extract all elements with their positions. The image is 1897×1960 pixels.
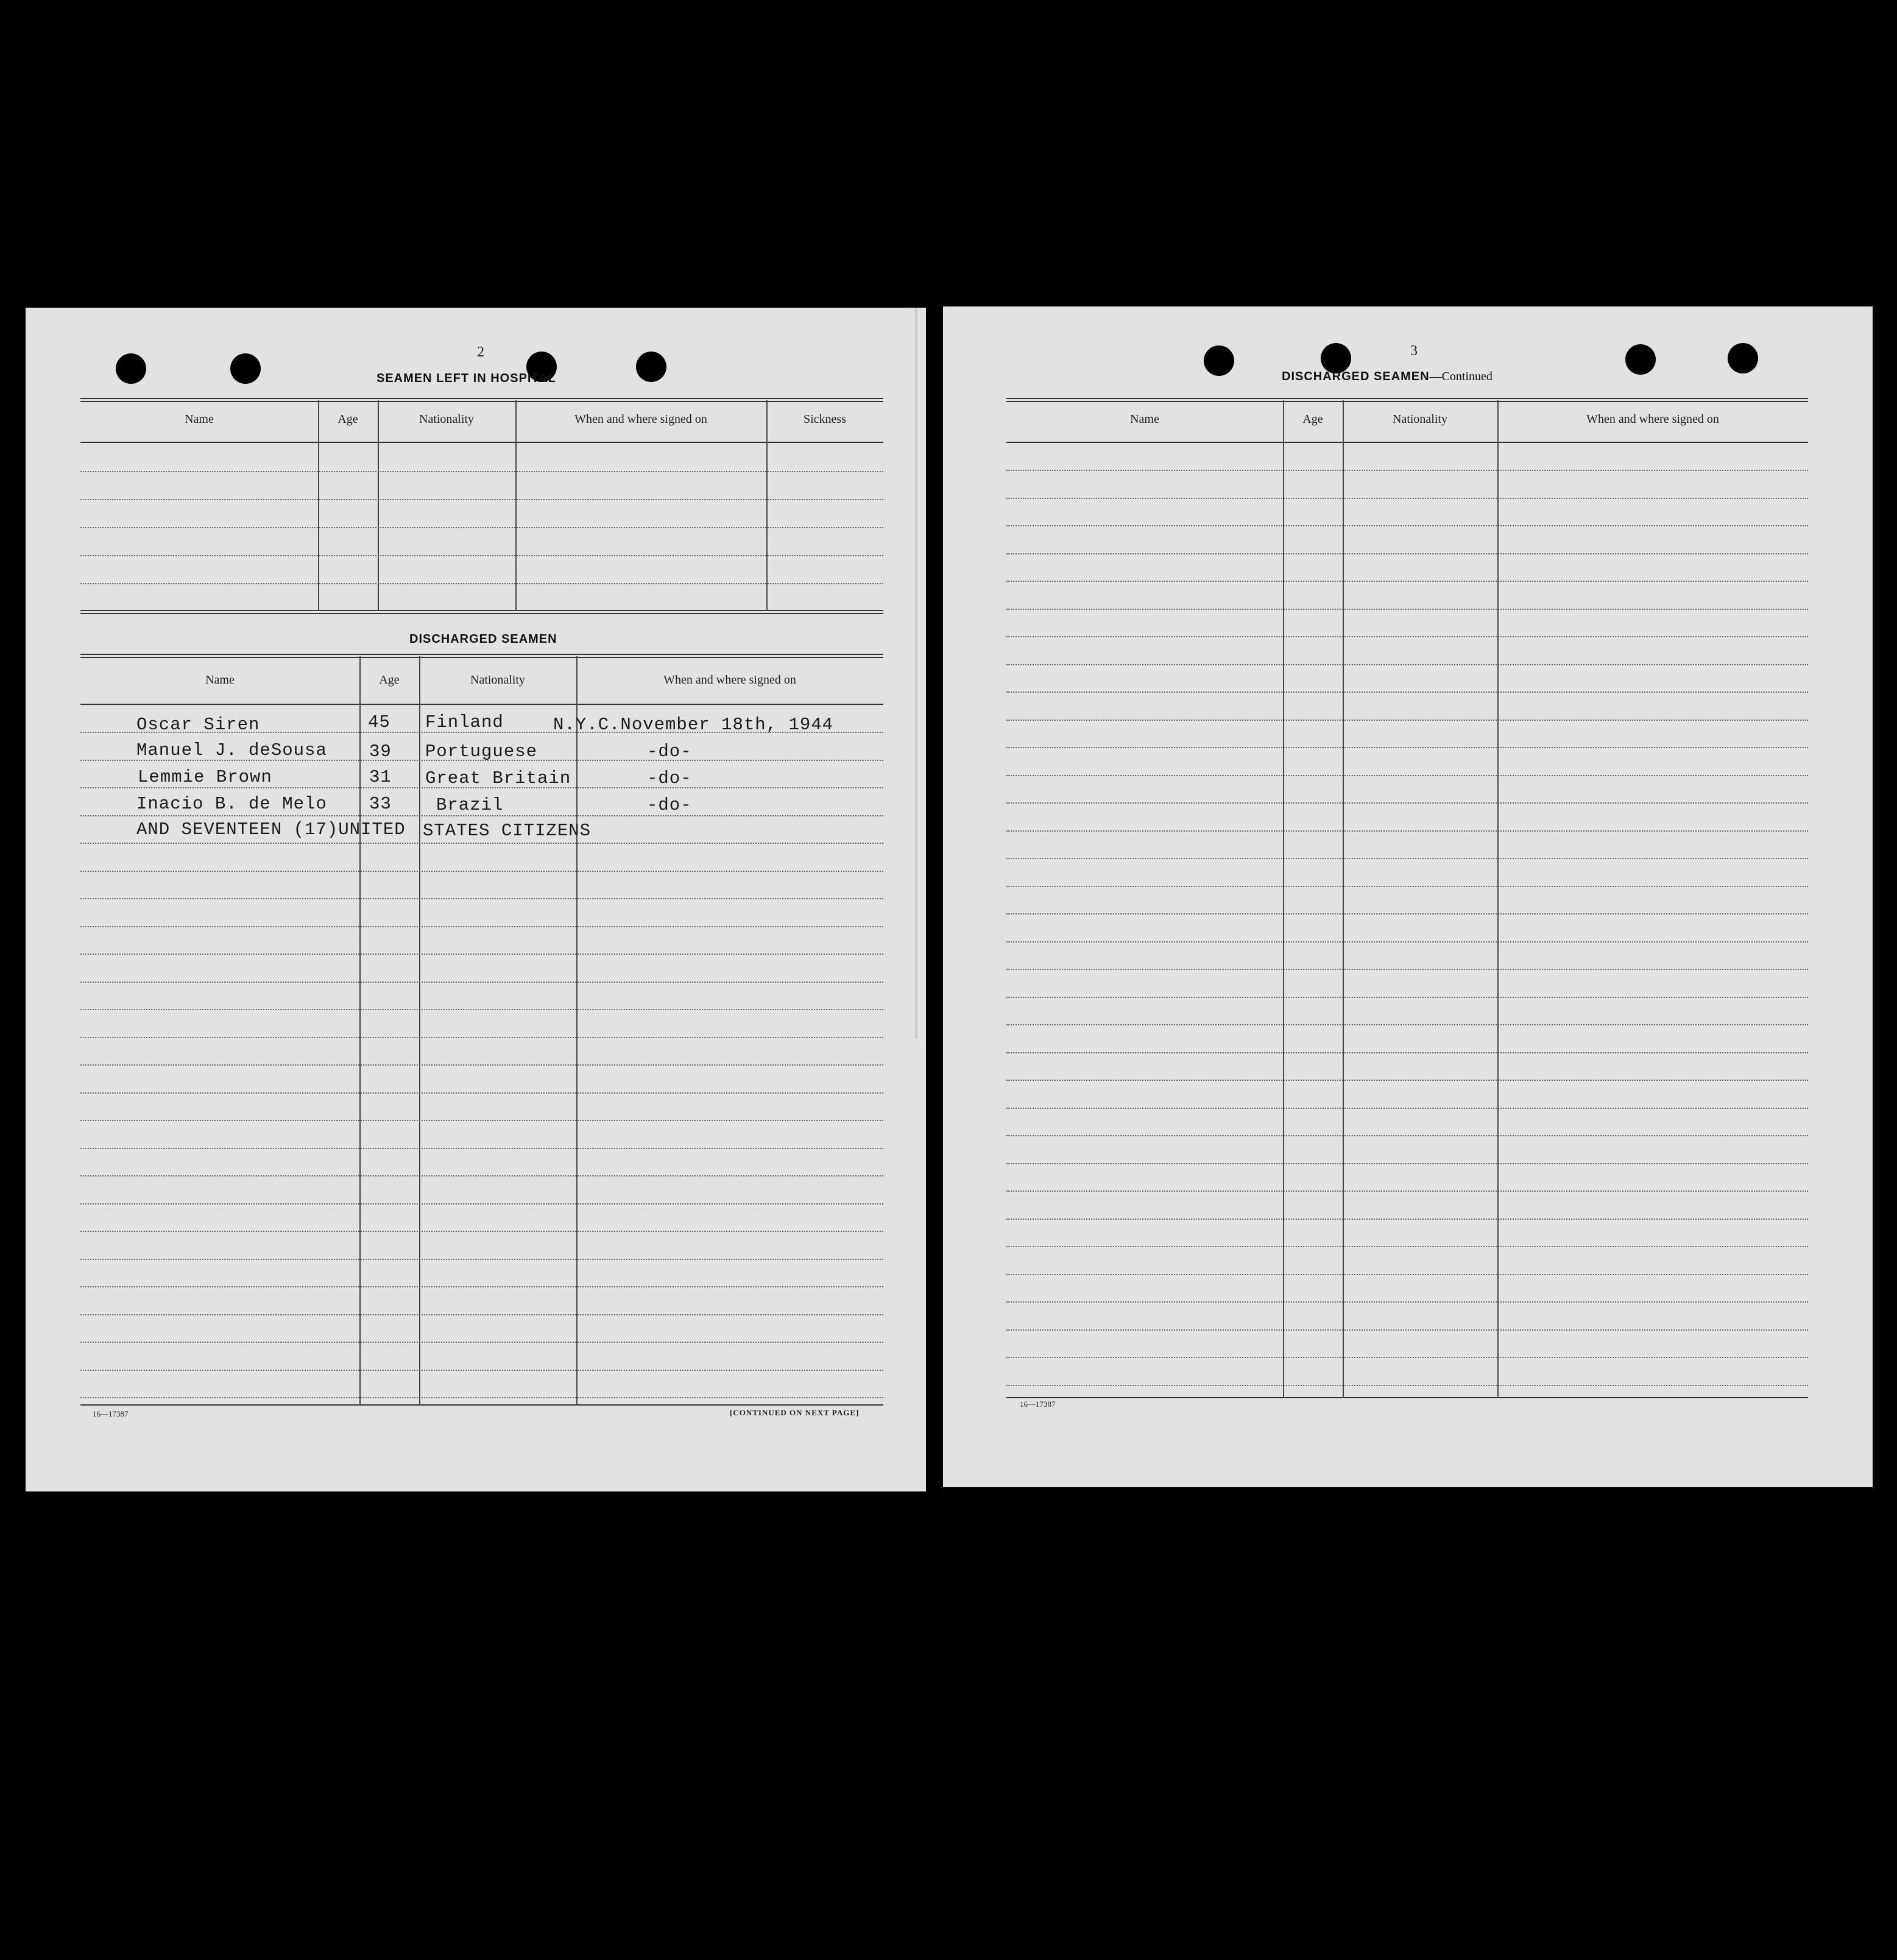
ruled-line: [80, 898, 883, 899]
ruled-line: [80, 1370, 883, 1371]
col-header-age: Age: [379, 673, 400, 687]
ruled-line: [1006, 997, 1808, 998]
entry-name: Oscar Siren: [136, 715, 260, 735]
page-title: [1282, 370, 1493, 384]
ruled-line: [80, 1259, 883, 1260]
ruled-line: [1006, 1052, 1808, 1053]
ruled-line: [1006, 609, 1808, 610]
ruled-line: [1006, 498, 1808, 499]
ruled-line: [1006, 1191, 1808, 1192]
punch-hole: [636, 352, 666, 382]
summary-line: AND SEVENTEEN (17)UNITED: [136, 819, 406, 840]
ruled-line: [1006, 636, 1808, 637]
discharged-continued-table: [1006, 398, 1808, 1402]
col-header-nationality: Nationality: [419, 412, 474, 426]
ruled-line: [1006, 1329, 1808, 1331]
entry-signed-on: -do-: [647, 795, 692, 815]
page-number: 3: [1410, 343, 1418, 359]
ruled-line: [80, 1120, 883, 1121]
ruled-line: [1006, 581, 1808, 582]
entry-age: 31: [369, 767, 392, 787]
entry-age: 39: [369, 741, 392, 762]
punch-hole: [116, 353, 146, 384]
ruled-line: [1006, 1135, 1808, 1136]
discharged-section-title: DISCHARGED SEAMEN: [409, 632, 557, 646]
ruled-line: [80, 1009, 883, 1010]
ruled-line: [80, 982, 883, 983]
ruled-line: [80, 843, 883, 844]
ruled-line: [80, 1064, 883, 1066]
col-header-signed-on: When and where signed on: [574, 412, 707, 426]
title-main: DISCHARGED SEAMEN: [1282, 370, 1430, 383]
ruled-line: [1006, 1357, 1808, 1358]
punch-hole: [1204, 345, 1234, 376]
ruled-line: [80, 1314, 883, 1315]
ruled-line: [1006, 1163, 1808, 1164]
punch-hole: [1728, 343, 1758, 373]
ruled-line: [1006, 1024, 1808, 1025]
punch-hole: [1321, 343, 1351, 373]
ruled-line: [1006, 1301, 1808, 1303]
punch-hole: [1625, 344, 1656, 375]
entry-signed-on: -do-: [647, 768, 692, 788]
form-number: 16—17387: [93, 1409, 129, 1418]
ruled-line: [80, 1342, 883, 1343]
ruled-line: [1006, 969, 1808, 970]
ruled-line: [80, 1175, 883, 1176]
ruled-line: [1006, 886, 1808, 887]
ruled-line: [1006, 553, 1808, 554]
ruled-line: [1006, 830, 1808, 832]
ruled-line: [1006, 747, 1808, 748]
ruled-line: [1006, 858, 1808, 859]
col-header-name: Name: [205, 673, 235, 687]
col-header-age: Age: [1302, 412, 1323, 426]
form-number: 16—17387: [1020, 1399, 1056, 1409]
entry-signed-on: N.Y.C.November 18th, 1944: [553, 715, 834, 735]
hospital-section-title: SEAMEN LEFT IN HOSPITAL: [376, 372, 556, 385]
ruled-line: [80, 1092, 883, 1094]
ruled-line: [80, 871, 883, 872]
punch-hole: [230, 353, 261, 384]
continued-note: [CONTINUED ON NEXT PAGE]: [730, 1408, 860, 1417]
ruled-line: [80, 953, 883, 955]
col-header-name: Name: [1130, 412, 1159, 426]
entry-name: Manuel J. deSousa: [136, 740, 327, 760]
right-page: [943, 306, 1873, 1487]
entry-age: 45: [368, 712, 390, 732]
entry-nationality: Portuguese: [425, 741, 538, 762]
col-header-name: Name: [185, 412, 214, 426]
col-header-signed-on: When and where signed on: [663, 673, 796, 687]
entry-name: Lemmie Brown: [138, 767, 272, 787]
left-page: [26, 308, 926, 1491]
col-header-age: Age: [337, 412, 358, 426]
ruled-line: [80, 1286, 883, 1287]
ruled-line: [1006, 470, 1808, 471]
fold-mark: [915, 308, 917, 1039]
col-header-sickness: Sickness: [804, 412, 846, 426]
ruled-line: [1006, 1108, 1808, 1109]
entry-name: Inacio B. de Melo: [136, 794, 327, 814]
page-number: 2: [477, 344, 484, 360]
ruled-line: [80, 1203, 883, 1205]
ruled-line: [1006, 720, 1808, 721]
ruled-line: [80, 1231, 883, 1232]
ruled-line: [80, 1148, 883, 1149]
entry-signed-on: -do-: [647, 741, 692, 762]
ruled-line: [1006, 1080, 1808, 1081]
ruled-line: [80, 1397, 883, 1398]
col-header-nationality: Nationality: [470, 673, 525, 687]
entry-nationality: Brazil: [436, 795, 504, 815]
ruled-line: [1006, 1385, 1808, 1386]
entry-age: 33: [369, 794, 392, 814]
ruled-line: [80, 926, 883, 927]
ruled-line: [1006, 775, 1808, 776]
title-suffix: —Continued: [1429, 370, 1493, 383]
ruled-line: [1006, 1274, 1808, 1275]
hospital-table: [80, 398, 883, 617]
ruled-line: [1006, 941, 1808, 943]
col-header-nationality: Nationality: [1393, 412, 1447, 426]
entry-nationality: Great Britain: [425, 768, 571, 788]
ruled-line: [1006, 802, 1808, 804]
summary-line: STATES CITIZENS: [423, 821, 592, 841]
ruled-line: [80, 1037, 883, 1038]
ruled-line: [1006, 692, 1808, 693]
entry-nationality: Finland: [425, 712, 504, 732]
ruled-line: [1006, 1246, 1808, 1247]
col-header-signed-on: When and where signed on: [1586, 412, 1719, 426]
ruled-line: [1006, 664, 1808, 665]
ruled-line: [1006, 525, 1808, 526]
ruled-line: [1006, 1219, 1808, 1220]
ruled-line: [1006, 913, 1808, 915]
